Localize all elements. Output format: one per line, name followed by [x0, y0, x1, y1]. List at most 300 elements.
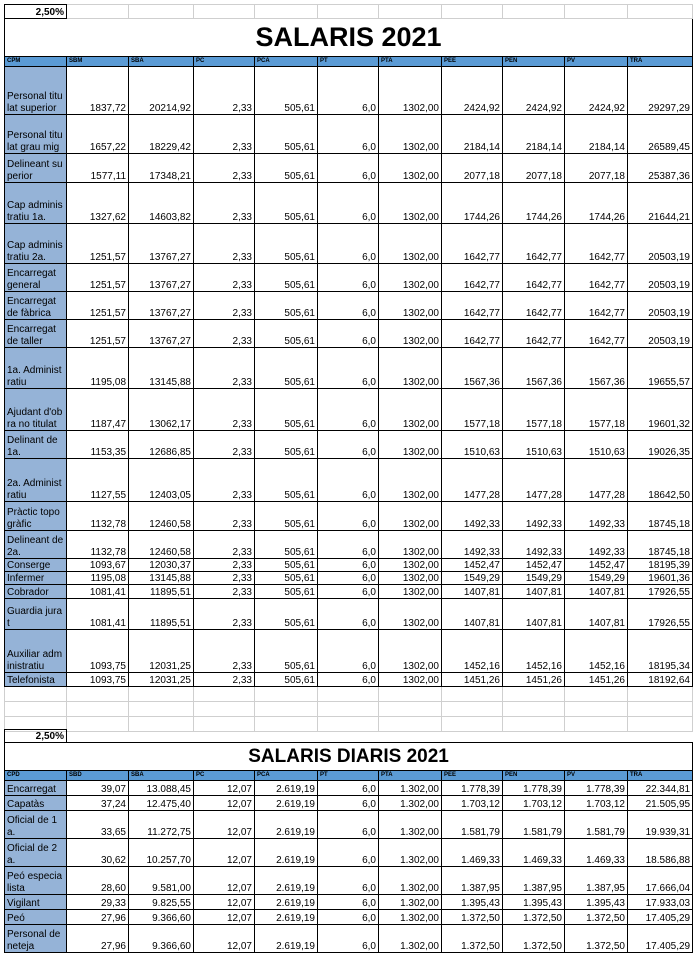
value-cell: 505,61: [255, 292, 318, 320]
value-cell: 17348,21: [129, 154, 194, 183]
table-row: [5, 348, 693, 389]
value-cell: 505,61: [255, 115, 318, 154]
value-cell: 6,0: [318, 572, 379, 585]
value-cell: 2,33: [194, 154, 255, 183]
value-cell: 1549,29: [503, 572, 565, 585]
value-cell: 2077,18: [503, 154, 565, 183]
value-cell: 1642,77: [565, 292, 628, 320]
value-cell: 37,24: [67, 796, 129, 811]
value-cell: 1567,36: [565, 348, 628, 389]
value-cell: 6,0: [318, 910, 379, 925]
value-cell: 505,61: [255, 459, 318, 502]
value-cell: 6,0: [318, 531, 379, 559]
value-cell: 505,61: [255, 264, 318, 292]
column-header: CPM: [5, 57, 67, 67]
table-row: [5, 895, 693, 910]
value-cell: 1452,16: [565, 630, 628, 673]
value-cell: 1251,57: [67, 320, 129, 348]
value-cell: 1477,28: [503, 459, 565, 502]
value-cell: 1577,18: [442, 389, 503, 431]
value-cell: 20503,19: [628, 292, 693, 320]
value-cell: 17.405,29: [628, 910, 693, 925]
value-cell: 1153,35: [67, 431, 129, 459]
value-cell: 1567,36: [503, 348, 565, 389]
value-cell: 1.469,33: [503, 839, 565, 867]
value-cell: 1.372,50: [565, 910, 628, 925]
value-cell: 12.475,40: [129, 796, 194, 811]
value-cell: 1407,81: [565, 585, 628, 599]
salaris-header-row: [5, 57, 693, 67]
table-row: [5, 572, 693, 585]
value-cell: 505,61: [255, 389, 318, 431]
value-cell: 1093,67: [67, 559, 129, 572]
value-cell: 1081,41: [67, 599, 129, 630]
value-cell: 1.302,00: [379, 839, 442, 867]
value-cell: 2.619,19: [255, 811, 318, 839]
value-cell: 1302,00: [379, 531, 442, 559]
value-cell: 1302,00: [379, 431, 442, 459]
value-cell: 1642,77: [565, 320, 628, 348]
value-cell: 505,61: [255, 224, 318, 264]
value-cell: 1642,77: [565, 224, 628, 264]
value-cell: 1302,00: [379, 264, 442, 292]
column-header: PTA: [379, 771, 442, 781]
value-cell: 1451,26: [442, 673, 503, 687]
value-cell: 2,33: [194, 389, 255, 431]
value-cell: 2424,92: [442, 67, 503, 115]
value-cell: 1.387,95: [503, 867, 565, 895]
value-cell: 17.405,29: [628, 925, 693, 953]
value-cell: 9.366,60: [129, 925, 194, 953]
column-header: TRA: [628, 771, 693, 781]
value-cell: 2.619,19: [255, 796, 318, 811]
value-cell: 14603,82: [129, 183, 194, 224]
value-cell: 1.581,79: [565, 811, 628, 839]
value-cell: 1.703,12: [565, 796, 628, 811]
value-cell: 1081,41: [67, 585, 129, 599]
value-cell: 12,07: [194, 839, 255, 867]
value-cell: 1642,77: [503, 264, 565, 292]
value-cell: 2,33: [194, 673, 255, 687]
value-cell: 12686,85: [129, 431, 194, 459]
value-cell: 1407,81: [503, 599, 565, 630]
value-cell: 18745,18: [628, 502, 693, 531]
column-header: PCA: [255, 771, 318, 781]
value-cell: 6,0: [318, 154, 379, 183]
value-cell: 13767,27: [129, 292, 194, 320]
value-cell: 1492,33: [565, 502, 628, 531]
value-cell: 28,60: [67, 867, 129, 895]
category-name: Vigilant: [5, 895, 67, 910]
value-cell: 33,65: [67, 811, 129, 839]
value-cell: 9.581,00: [129, 867, 194, 895]
value-cell: 1492,33: [565, 531, 628, 559]
table-row: [5, 867, 693, 895]
rate-cell: 2,50%: [5, 5, 67, 19]
value-cell: 1510,63: [565, 431, 628, 459]
column-header: PT: [318, 57, 379, 67]
value-cell: 1302,00: [379, 585, 442, 599]
value-cell: 1195,08: [67, 572, 129, 585]
value-cell: 1132,78: [67, 502, 129, 531]
value-cell: 505,61: [255, 531, 318, 559]
value-cell: 2,33: [194, 630, 255, 673]
value-cell: 1.387,95: [565, 867, 628, 895]
value-cell: 1549,29: [442, 572, 503, 585]
value-cell: 13.088,45: [129, 781, 194, 796]
category-name: Personal titulat grau mig: [5, 115, 67, 154]
value-cell: 1744,26: [442, 183, 503, 224]
value-cell: 1837,72: [67, 67, 129, 115]
value-cell: 19655,57: [628, 348, 693, 389]
value-cell: 1.302,00: [379, 811, 442, 839]
value-cell: 505,61: [255, 183, 318, 224]
value-cell: 6,0: [318, 389, 379, 431]
value-cell: 1251,57: [67, 292, 129, 320]
value-cell: 12031,25: [129, 630, 194, 673]
value-cell: 2.619,19: [255, 910, 318, 925]
value-cell: 1642,77: [442, 320, 503, 348]
table-row: [5, 531, 693, 559]
value-cell: 505,61: [255, 320, 318, 348]
table-row: [5, 115, 693, 154]
value-cell: 20503,19: [628, 224, 693, 264]
value-cell: 6,0: [318, 67, 379, 115]
value-cell: 1.778,39: [565, 781, 628, 796]
value-cell: 13767,27: [129, 224, 194, 264]
category-name: Cobrador: [5, 585, 67, 599]
value-cell: 1452,47: [503, 559, 565, 572]
value-cell: 1.302,00: [379, 867, 442, 895]
value-cell: 20214,92: [129, 67, 194, 115]
value-cell: 1302,00: [379, 224, 442, 264]
value-cell: 6,0: [318, 673, 379, 687]
value-cell: 6,0: [318, 599, 379, 630]
value-cell: 6,0: [318, 585, 379, 599]
value-cell: 6,0: [318, 781, 379, 796]
value-cell: 1744,26: [565, 183, 628, 224]
column-header: PTA: [379, 57, 442, 67]
value-cell: 6,0: [318, 115, 379, 154]
column-header: PT: [318, 771, 379, 781]
value-cell: 17926,55: [628, 585, 693, 599]
value-cell: 2,33: [194, 572, 255, 585]
value-cell: 1452,47: [565, 559, 628, 572]
value-cell: 6,0: [318, 502, 379, 531]
value-cell: 505,61: [255, 559, 318, 572]
value-cell: 1477,28: [442, 459, 503, 502]
value-cell: 13767,27: [129, 320, 194, 348]
category-name: Delinant de 1a.: [5, 431, 67, 459]
value-cell: 18642,50: [628, 459, 693, 502]
value-cell: 505,61: [255, 572, 318, 585]
column-header: PC: [194, 57, 255, 67]
value-cell: 2.619,19: [255, 839, 318, 867]
value-cell: 1407,81: [442, 599, 503, 630]
value-cell: 2,33: [194, 599, 255, 630]
value-cell: 1302,00: [379, 559, 442, 572]
column-header: SBA: [129, 771, 194, 781]
value-cell: 1477,28: [565, 459, 628, 502]
value-cell: 29297,29: [628, 67, 693, 115]
value-cell: 1132,78: [67, 531, 129, 559]
value-cell: 1.581,79: [503, 811, 565, 839]
value-cell: 13145,88: [129, 348, 194, 389]
value-cell: 505,61: [255, 67, 318, 115]
value-cell: 2424,92: [503, 67, 565, 115]
category-name: Peó: [5, 910, 67, 925]
value-cell: 2,33: [194, 320, 255, 348]
value-cell: 1302,00: [379, 348, 442, 389]
value-cell: 12,07: [194, 925, 255, 953]
value-cell: 2,33: [194, 292, 255, 320]
column-header: SBA: [129, 57, 194, 67]
value-cell: 505,61: [255, 599, 318, 630]
value-cell: 1.302,00: [379, 925, 442, 953]
value-cell: 1.302,00: [379, 781, 442, 796]
value-cell: 1407,81: [565, 599, 628, 630]
value-cell: 1642,77: [565, 264, 628, 292]
category-name: Encarregat: [5, 781, 67, 796]
salaris-table: [4, 4, 693, 732]
value-cell: 11.272,75: [129, 811, 194, 839]
value-cell: 2,33: [194, 531, 255, 559]
value-cell: 12,07: [194, 910, 255, 925]
table-row: [5, 559, 693, 572]
value-cell: 1302,00: [379, 502, 442, 531]
value-cell: 505,61: [255, 154, 318, 183]
value-cell: 1452,16: [503, 630, 565, 673]
value-cell: 1642,77: [503, 292, 565, 320]
table-row: [5, 673, 693, 687]
value-cell: 1.581,79: [442, 811, 503, 839]
value-cell: 1451,26: [503, 673, 565, 687]
table-row: [5, 67, 693, 115]
value-cell: 1.778,39: [503, 781, 565, 796]
value-cell: 1492,33: [503, 502, 565, 531]
value-cell: 12031,25: [129, 673, 194, 687]
table-row: [5, 796, 693, 811]
value-cell: 1302,00: [379, 115, 442, 154]
value-cell: 1452,16: [442, 630, 503, 673]
value-cell: 505,61: [255, 585, 318, 599]
value-cell: 12460,58: [129, 531, 194, 559]
value-cell: 29,33: [67, 895, 129, 910]
value-cell: 1302,00: [379, 292, 442, 320]
value-cell: 30,62: [67, 839, 129, 867]
category-name: Ajudant d'obra no titulat: [5, 389, 67, 431]
value-cell: 2077,18: [442, 154, 503, 183]
value-cell: 1.372,50: [565, 925, 628, 953]
table-title-diaris: SALARIS DIARIS 2021: [5, 743, 693, 771]
value-cell: 27,96: [67, 925, 129, 953]
value-cell: 1093,75: [67, 673, 129, 687]
value-cell: 1302,00: [379, 459, 442, 502]
value-cell: 26589,45: [628, 115, 693, 154]
value-cell: 13145,88: [129, 572, 194, 585]
value-cell: 1302,00: [379, 673, 442, 687]
value-cell: 13767,27: [129, 264, 194, 292]
category-name: Encarregat de taller: [5, 320, 67, 348]
value-cell: 1.302,00: [379, 910, 442, 925]
category-name: Delineant de 2a.: [5, 531, 67, 559]
category-name: Capatàs: [5, 796, 67, 811]
column-header: TRA: [628, 57, 693, 67]
value-cell: 1492,33: [442, 502, 503, 531]
value-cell: 1642,77: [503, 224, 565, 264]
value-cell: 6,0: [318, 839, 379, 867]
value-cell: 1251,57: [67, 264, 129, 292]
value-cell: 2,33: [194, 183, 255, 224]
value-cell: 12,07: [194, 867, 255, 895]
table-row: [5, 599, 693, 630]
value-cell: 11895,51: [129, 599, 194, 630]
value-cell: 1407,81: [442, 585, 503, 599]
table-row: [5, 389, 693, 431]
category-name: Telefonista: [5, 673, 67, 687]
column-header: SBM: [67, 57, 129, 67]
value-cell: 2184,14: [503, 115, 565, 154]
value-cell: 1.372,50: [503, 910, 565, 925]
value-cell: 1327,62: [67, 183, 129, 224]
table-row: [5, 292, 693, 320]
category-name: Encarregat de fàbrica: [5, 292, 67, 320]
value-cell: 6,0: [318, 559, 379, 572]
value-cell: 18195,34: [628, 630, 693, 673]
value-cell: 6,0: [318, 320, 379, 348]
table-row: [5, 183, 693, 224]
value-cell: 18192,64: [628, 673, 693, 687]
value-cell: 1577,18: [503, 389, 565, 431]
value-cell: 505,61: [255, 630, 318, 673]
category-name: Personal titulat superior: [5, 67, 67, 115]
value-cell: 2,33: [194, 431, 255, 459]
table-row: [5, 264, 693, 292]
value-cell: 1510,63: [442, 431, 503, 459]
value-cell: 1.372,50: [442, 925, 503, 953]
value-cell: 25387,36: [628, 154, 693, 183]
value-cell: 2,33: [194, 224, 255, 264]
value-cell: 6,0: [318, 630, 379, 673]
value-cell: 1642,77: [503, 320, 565, 348]
column-header: PEN: [503, 771, 565, 781]
value-cell: 1251,57: [67, 224, 129, 264]
value-cell: 18195,39: [628, 559, 693, 572]
value-cell: 1195,08: [67, 348, 129, 389]
value-cell: 1452,47: [442, 559, 503, 572]
diaris-header-row: [5, 771, 693, 781]
value-cell: 1657,22: [67, 115, 129, 154]
category-name: Delineant superior: [5, 154, 67, 183]
value-cell: 1.302,00: [379, 895, 442, 910]
value-cell: 17926,55: [628, 599, 693, 630]
value-cell: 1.302,00: [379, 796, 442, 811]
value-cell: 6,0: [318, 264, 379, 292]
column-header: PCA: [255, 57, 318, 67]
value-cell: 1549,29: [565, 572, 628, 585]
table-row: [5, 839, 693, 867]
value-cell: 2.619,19: [255, 781, 318, 796]
value-cell: 1302,00: [379, 183, 442, 224]
value-cell: 6,0: [318, 431, 379, 459]
category-name: 1a. Administratiu: [5, 348, 67, 389]
category-name: Conserge: [5, 559, 67, 572]
table-row: [5, 630, 693, 673]
value-cell: 6,0: [318, 183, 379, 224]
rate-cell-bottom: 2,50%: [5, 730, 67, 743]
value-cell: 6,0: [318, 811, 379, 839]
table-row: [5, 585, 693, 599]
value-cell: 19.939,31: [628, 811, 693, 839]
value-cell: 13062,17: [129, 389, 194, 431]
value-cell: 19601,36: [628, 572, 693, 585]
value-cell: 6,0: [318, 292, 379, 320]
value-cell: 2.619,19: [255, 867, 318, 895]
value-cell: 1.372,50: [442, 910, 503, 925]
value-cell: 9.825,55: [129, 895, 194, 910]
category-name: Pràctic topogràfic: [5, 502, 67, 531]
value-cell: 1.778,39: [442, 781, 503, 796]
category-name: Cap administratiu 1a.: [5, 183, 67, 224]
value-cell: 1451,26: [565, 673, 628, 687]
value-cell: 1.703,12: [442, 796, 503, 811]
category-name: Auxiliar administratiu: [5, 630, 67, 673]
value-cell: 1.395,43: [503, 895, 565, 910]
value-cell: 2184,14: [565, 115, 628, 154]
column-header: PC: [194, 771, 255, 781]
table-row: [5, 459, 693, 502]
value-cell: 2077,18: [565, 154, 628, 183]
value-cell: 1.469,33: [565, 839, 628, 867]
value-cell: 2,33: [194, 459, 255, 502]
table-row: [5, 910, 693, 925]
value-cell: 1187,47: [67, 389, 129, 431]
table-row: [5, 925, 693, 953]
category-name: Infermer: [5, 572, 67, 585]
value-cell: 6,0: [318, 348, 379, 389]
value-cell: 6,0: [318, 895, 379, 910]
value-cell: 1407,81: [503, 585, 565, 599]
column-header: SBD: [67, 771, 129, 781]
value-cell: 9.366,60: [129, 910, 194, 925]
value-cell: 2,33: [194, 115, 255, 154]
value-cell: 1.387,95: [442, 867, 503, 895]
value-cell: 12,07: [194, 781, 255, 796]
value-cell: 2,33: [194, 264, 255, 292]
value-cell: 19026,35: [628, 431, 693, 459]
value-cell: 505,61: [255, 673, 318, 687]
value-cell: 27,96: [67, 910, 129, 925]
value-cell: 12,07: [194, 796, 255, 811]
category-name: Encarregat general: [5, 264, 67, 292]
value-cell: 20503,19: [628, 320, 693, 348]
category-name: Peó especialista: [5, 867, 67, 895]
category-name: Guardia jurat: [5, 599, 67, 630]
value-cell: 1642,77: [442, 264, 503, 292]
value-cell: 12,07: [194, 895, 255, 910]
table-row: [5, 224, 693, 264]
value-cell: 1302,00: [379, 67, 442, 115]
value-cell: 505,61: [255, 348, 318, 389]
value-cell: 12,07: [194, 811, 255, 839]
column-header: CPD: [5, 771, 67, 781]
value-cell: 2,33: [194, 348, 255, 389]
value-cell: 6,0: [318, 925, 379, 953]
value-cell: 6,0: [318, 867, 379, 895]
value-cell: 20503,19: [628, 264, 693, 292]
value-cell: 18229,42: [129, 115, 194, 154]
value-cell: 11895,51: [129, 585, 194, 599]
